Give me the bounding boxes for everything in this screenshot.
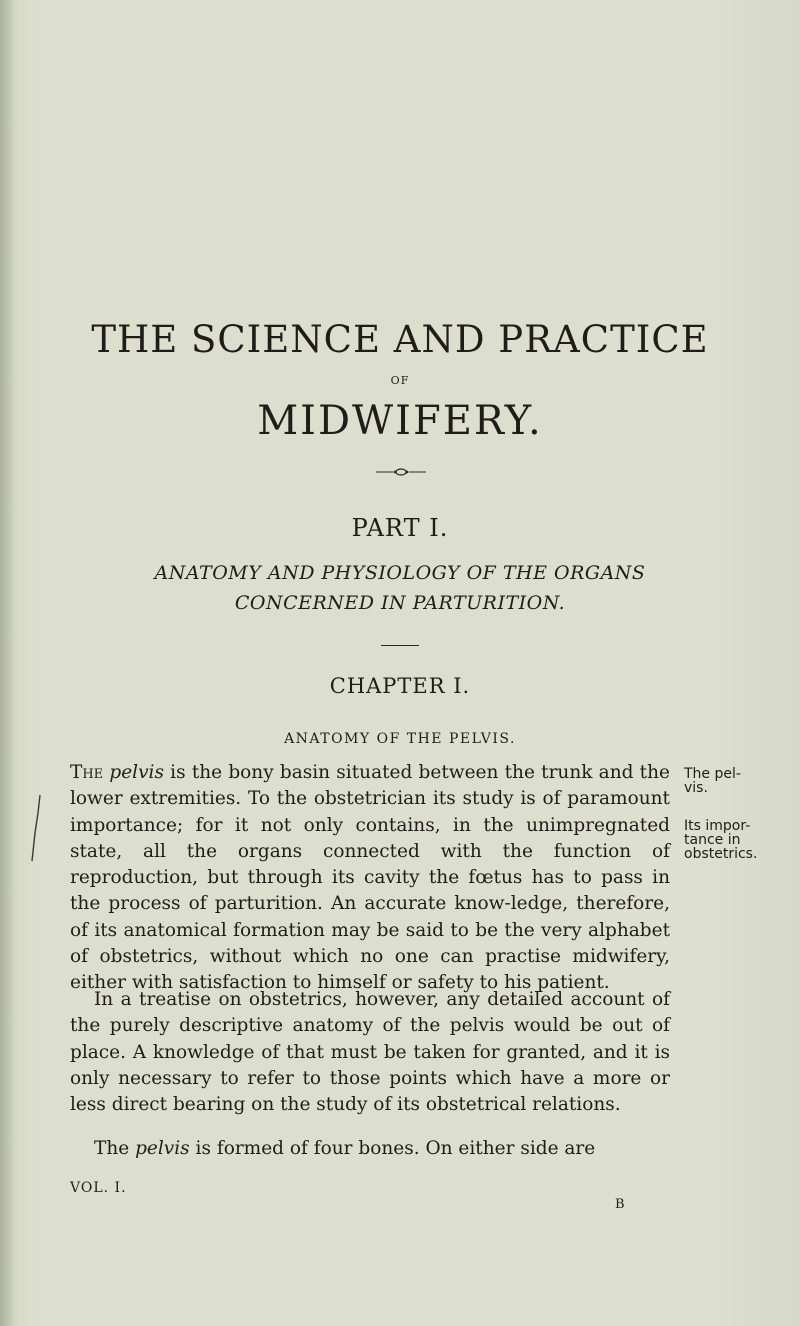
margin-note-pelvis (684, 767, 741, 795)
margin-note-importance-line-1: Its impor- (684, 818, 751, 834)
paragraph-3-first-word: The (94, 1138, 130, 1159)
margin-note-importance-line-2: tance in (684, 832, 741, 848)
part-heading: PART I. (351, 514, 449, 542)
chapter-title: ANATOMY OF THE PELVIS. (284, 731, 516, 747)
paragraph-3 (70, 1136, 670, 1162)
chapter-heading: CHAPTER I. (329, 674, 471, 698)
signature-mark: B (615, 1197, 625, 1212)
pencil-mark-icon (30, 793, 42, 863)
page-edge-shadow (0, 0, 18, 1326)
book-title-of: OF (390, 374, 410, 387)
book-title: THE SCIENCE AND PRACTICE (91, 318, 709, 361)
paragraph-3-text: is formed of four bones. On either side are (189, 1138, 596, 1159)
margin-note-pelvis-line-2: vis. (684, 780, 708, 796)
margin-note-importance (684, 819, 757, 861)
paragraph-2 (70, 987, 670, 1118)
part-title-line-1: ANATOMY AND PHYSIOLOGY OF THE ORGANS (154, 562, 646, 584)
ornament-divider-icon (376, 467, 426, 477)
paragraph-1-text: is the bony basin situated between the trunk and the lower extremities. To the obstetrician its study is of paramount importance; for it not only contains, in the unimpregnated state, all the organs connected with the function of reproduction, but through its cavity the fœtus has to pass in the process of parturition. An accurate know-ledge, therefore, of its anatomical formation may be said to be the very alphabet of obstetrics, without which no one can practise midwifery, either with satisfaction to himself or safety to his patient. (70, 762, 670, 994)
paragraph-1-italic-term: pelvis (109, 762, 164, 783)
part-title (0, 558, 800, 618)
paragraph-1 (70, 760, 670, 997)
part-title-line-2: CONCERNED IN PARTURITION. (234, 592, 566, 614)
volume-footer: VOL. I. (70, 1180, 127, 1196)
margin-note-pelvis-line-1: The pel- (684, 766, 741, 782)
paragraph-3-italic-term: pelvis (135, 1138, 190, 1159)
margin-note-importance-line-3: obstetrics. (684, 846, 758, 862)
section-rule (381, 645, 419, 646)
paragraph-2-text: In a treatise on obstetrics, however, any detailed account of the purely descriptive anatomy of the pelvis would be out of place. A knowledge of that must be taken for granted, and it is only necessary to refer to those points which have a more or less direct bearing on the study of its obstetrical relations. (70, 989, 670, 1116)
book-subtitle: MIDWIFERY. (257, 398, 543, 444)
paragraph-1-first-word: The (70, 762, 104, 783)
